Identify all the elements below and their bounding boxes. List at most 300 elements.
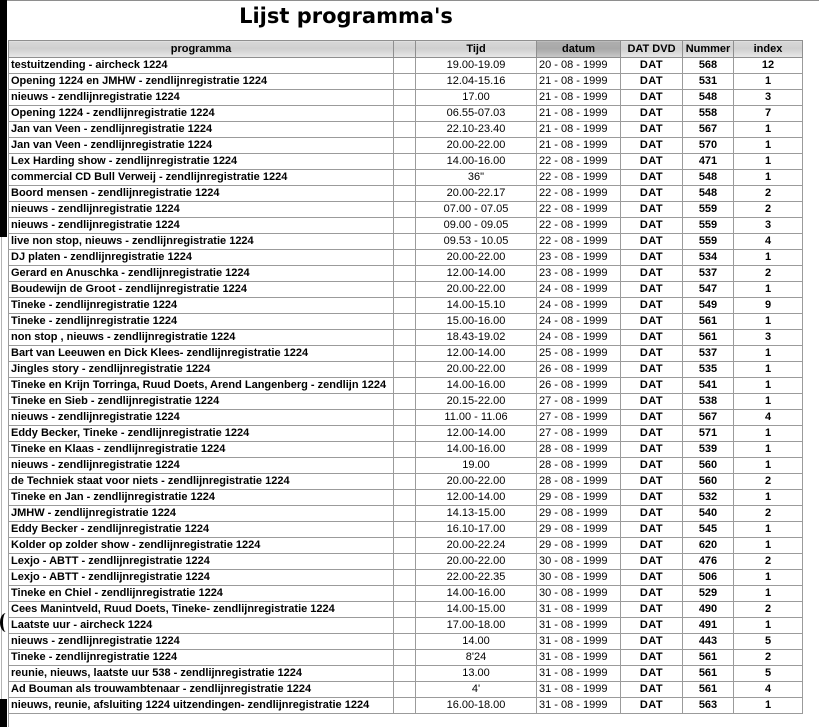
- cell-datum[interactable]: 31 - 08 - 1999: [537, 666, 621, 682]
- cell-tijd[interactable]: 14.00-15.10: [416, 298, 537, 314]
- cell-datum[interactable]: 29 - 08 - 1999: [537, 538, 621, 554]
- cell-tijd[interactable]: 8'24: [416, 650, 537, 666]
- cell-spacer: [394, 186, 416, 202]
- cell-nummer[interactable]: 476: [683, 554, 734, 570]
- cell-datdvd[interactable]: DAT: [621, 138, 683, 154]
- cell-index[interactable]: 2: [734, 202, 803, 218]
- cell-nummer[interactable]: 538: [683, 394, 734, 410]
- cell-index[interactable]: 2: [734, 186, 803, 202]
- cell-spacer: [394, 266, 416, 282]
- cell-nummer[interactable]: 545: [683, 522, 734, 538]
- cell-datum[interactable]: 29 - 08 - 1999: [537, 490, 621, 506]
- cell-nummer[interactable]: 567: [683, 410, 734, 426]
- cell-index[interactable]: 1: [734, 346, 803, 362]
- cell-index[interactable]: 12: [734, 58, 803, 74]
- table-row: [9, 538, 803, 554]
- cell-nummer[interactable]: 539: [683, 442, 734, 458]
- cell-tijd[interactable]: 12.00-14.00: [416, 346, 537, 362]
- cell-tijd[interactable]: 19.00-19.09: [416, 58, 537, 74]
- cell-tijd[interactable]: 14.00-16.00: [416, 378, 537, 394]
- cell-datdvd[interactable]: DAT: [621, 650, 683, 666]
- cell-datum[interactable]: 31 - 08 - 1999: [537, 602, 621, 618]
- cell-datum[interactable]: 21 - 08 - 1999: [537, 122, 621, 138]
- cell-spacer: [394, 410, 416, 426]
- cell-datdvd[interactable]: DAT: [621, 490, 683, 506]
- cell-spacer: [394, 666, 416, 682]
- cell-index[interactable]: 1: [734, 442, 803, 458]
- cell-programma[interactable]: nieuws - zendlijnregistratie 1224: [9, 218, 394, 234]
- cell-spacer: [394, 522, 416, 538]
- cell-datum[interactable]: 28 - 08 - 1999: [537, 442, 621, 458]
- table-row: [9, 106, 803, 122]
- table-row: [9, 682, 803, 698]
- cell-nummer[interactable]: 559: [683, 234, 734, 250]
- cell-datdvd[interactable]: DAT: [621, 186, 683, 202]
- cell-datum[interactable]: 20 - 08 - 1999: [537, 58, 621, 74]
- cell-datum[interactable]: 21 - 08 - 1999: [537, 74, 621, 90]
- cell-tijd[interactable]: 20.00-22.00: [416, 250, 537, 266]
- cell-index[interactable]: 2: [734, 650, 803, 666]
- cell-index[interactable]: 3: [734, 330, 803, 346]
- cell-programma[interactable]: Jan van Veen - zendlijnregistratie 1224: [9, 138, 394, 154]
- cell-index[interactable]: 9: [734, 298, 803, 314]
- cell-datum[interactable]: 22 - 08 - 1999: [537, 170, 621, 186]
- table-row: [9, 202, 803, 218]
- cell-programma[interactable]: Eddy Becker, Tineke - zendlijnregistratie 1224: [9, 426, 394, 442]
- table-body: [9, 58, 803, 714]
- cell-tijd[interactable]: 4': [416, 682, 537, 698]
- cell-spacer: [394, 74, 416, 90]
- cell-index[interactable]: 1: [734, 138, 803, 154]
- cell-nummer[interactable]: 529: [683, 586, 734, 602]
- cell-tijd[interactable]: 12.00-14.00: [416, 490, 537, 506]
- cell-nummer[interactable]: 568: [683, 58, 734, 74]
- cell-tijd[interactable]: 09.00 - 09.05: [416, 218, 537, 234]
- cell-tijd[interactable]: 14.00-16.00: [416, 442, 537, 458]
- cell-programma[interactable]: Lexjo - ABTT - zendlijnregistratie 1224: [9, 554, 394, 570]
- cell-index[interactable]: 1: [734, 522, 803, 538]
- cell-datdvd[interactable]: DAT: [621, 106, 683, 122]
- cell-datdvd[interactable]: DAT: [621, 426, 683, 442]
- cell-datum[interactable]: 24 - 08 - 1999: [537, 298, 621, 314]
- column-header-programma[interactable]: programma: [9, 41, 394, 58]
- cell-datum[interactable]: 22 - 08 - 1999: [537, 218, 621, 234]
- cell-datum[interactable]: 27 - 08 - 1999: [537, 394, 621, 410]
- cell-nummer[interactable]: 561: [683, 314, 734, 330]
- cell-index[interactable]: 1: [734, 586, 803, 602]
- page-top-border: [0, 0, 819, 1]
- cell-programma[interactable]: Laatste uur - aircheck 1224: [9, 618, 394, 634]
- cell-index[interactable]: 1: [734, 490, 803, 506]
- cell-index[interactable]: 1: [734, 250, 803, 266]
- cell-programma[interactable]: nieuws, reunie, afsluiting 1224 uitzendingen- zendlijnregistratie 1224: [9, 698, 394, 714]
- cell-datdvd[interactable]: DAT: [621, 218, 683, 234]
- cell-datdvd[interactable]: DAT: [621, 618, 683, 634]
- cell-nummer[interactable]: 560: [683, 474, 734, 490]
- cell-spacer: [394, 698, 416, 714]
- cell-programma[interactable]: Opening 1224 - zendlijnregistratie 1224: [9, 106, 394, 122]
- cell-index[interactable]: 1: [734, 426, 803, 442]
- cell-spacer: [394, 298, 416, 314]
- cell-nummer[interactable]: 548: [683, 186, 734, 202]
- cell-tijd[interactable]: 14.00-16.00: [416, 586, 537, 602]
- table-row: [9, 298, 803, 314]
- cell-nummer[interactable]: 443: [683, 634, 734, 650]
- cell-nummer[interactable]: 561: [683, 650, 734, 666]
- cell-datdvd[interactable]: DAT: [621, 586, 683, 602]
- table-row: [9, 410, 803, 426]
- cell-index[interactable]: 5: [734, 634, 803, 650]
- cell-index[interactable]: 3: [734, 90, 803, 106]
- column-header-index[interactable]: index: [734, 41, 803, 58]
- cell-datdvd[interactable]: DAT: [621, 698, 683, 714]
- cell-datdvd[interactable]: DAT: [621, 474, 683, 490]
- cell-tijd[interactable]: 20.00-22.00: [416, 138, 537, 154]
- cell-nummer[interactable]: 537: [683, 266, 734, 282]
- cell-datum[interactable]: 24 - 08 - 1999: [537, 314, 621, 330]
- cell-nummer[interactable]: 548: [683, 90, 734, 106]
- cell-nummer[interactable]: 540: [683, 506, 734, 522]
- cell-nummer[interactable]: 559: [683, 202, 734, 218]
- cell-programma[interactable]: Lex Harding show - zendlijnregistratie 1224: [9, 154, 394, 170]
- cell-tijd[interactable]: 20.15-22.00: [416, 394, 537, 410]
- cell-nummer[interactable]: 620: [683, 538, 734, 554]
- cell-datdvd[interactable]: DAT: [621, 122, 683, 138]
- cell-spacer: [394, 506, 416, 522]
- cell-spacer: [394, 538, 416, 554]
- cell-programma[interactable]: Tineke en Klaas - zendlijnregistratie 1224: [9, 442, 394, 458]
- cell-index[interactable]: 7: [734, 106, 803, 122]
- cell-tijd[interactable]: 12.00-14.00: [416, 426, 537, 442]
- column-header-spacer[interactable]: [394, 41, 416, 58]
- cell-tijd[interactable]: 06.55-07.03: [416, 106, 537, 122]
- cell-nummer[interactable]: 535: [683, 362, 734, 378]
- cell-spacer: [394, 58, 416, 74]
- table-row: [9, 250, 803, 266]
- header-row: [9, 41, 803, 58]
- page-title: Lijst programma's: [239, 4, 453, 28]
- cell-tijd[interactable]: 22.00-22.35: [416, 570, 537, 586]
- cell-datdvd[interactable]: DAT: [621, 202, 683, 218]
- cell-tijd[interactable]: 09.53 - 10.05: [416, 234, 537, 250]
- cell-index[interactable]: 1: [734, 698, 803, 714]
- cell-programma[interactable]: Jingles story - zendlijnregistratie 1224: [9, 362, 394, 378]
- cell-datdvd[interactable]: DAT: [621, 362, 683, 378]
- cell-programma[interactable]: live non stop, nieuws - zendlijnregistratie 1224: [9, 234, 394, 250]
- cell-tijd[interactable]: 17.00-18.00: [416, 618, 537, 634]
- table-row: [9, 650, 803, 666]
- cell-programma[interactable]: Tineke - zendlijnregistratie 1224: [9, 650, 394, 666]
- cell-nummer[interactable]: 537: [683, 346, 734, 362]
- cell-datum[interactable]: 31 - 08 - 1999: [537, 682, 621, 698]
- table-row: [9, 186, 803, 202]
- cell-programma[interactable]: Boord mensen - zendlijnregistratie 1224: [9, 186, 394, 202]
- cell-index[interactable]: 4: [734, 410, 803, 426]
- cell-tijd[interactable]: 20.00-22.00: [416, 282, 537, 298]
- cell-datdvd[interactable]: DAT: [621, 570, 683, 586]
- cell-index[interactable]: 2: [734, 506, 803, 522]
- cell-programma[interactable]: non stop , nieuws - zendlijnregistratie 1224: [9, 330, 394, 346]
- cell-programma[interactable]: Tineke - zendlijnregistratie 1224: [9, 314, 394, 330]
- cell-tijd[interactable]: 16.10-17.00: [416, 522, 537, 538]
- cell-nummer[interactable]: 561: [683, 682, 734, 698]
- cell-datdvd[interactable]: DAT: [621, 458, 683, 474]
- cell-datdvd[interactable]: DAT: [621, 58, 683, 74]
- table-row: [9, 218, 803, 234]
- cell-programma[interactable]: Gerard en Anuschka - zendlijnregistratie 1224: [9, 266, 394, 282]
- cell-tijd[interactable]: 13.00: [416, 666, 537, 682]
- cell-tijd[interactable]: 14.00: [416, 634, 537, 650]
- cell-index[interactable]: 1: [734, 394, 803, 410]
- cell-tijd[interactable]: 36": [416, 170, 537, 186]
- cell-nummer[interactable]: 561: [683, 666, 734, 682]
- column-header-tijd[interactable]: Tijd: [416, 41, 537, 58]
- cell-datum[interactable]: 28 - 08 - 1999: [537, 474, 621, 490]
- cell-tijd[interactable]: 14.00-16.00: [416, 154, 537, 170]
- cell-index[interactable]: 5: [734, 666, 803, 682]
- cell-programma[interactable]: nieuws - zendlijnregistratie 1224: [9, 458, 394, 474]
- cell-programma[interactable]: Eddy Becker - zendlijnregistratie 1224: [9, 522, 394, 538]
- cell-tijd[interactable]: 18.43-19.02: [416, 330, 537, 346]
- cell-index[interactable]: 3: [734, 218, 803, 234]
- cell-spacer: [394, 618, 416, 634]
- table-row: [9, 618, 803, 634]
- cell-tijd[interactable]: 20.00-22.00: [416, 554, 537, 570]
- cell-tijd[interactable]: 20.00-22.00: [416, 362, 537, 378]
- cell-programma[interactable]: testuitzending - aircheck 1224: [9, 58, 394, 74]
- table-row: [9, 90, 803, 106]
- cell-datdvd[interactable]: DAT: [621, 154, 683, 170]
- cell-nummer[interactable]: 471: [683, 154, 734, 170]
- cell-programma[interactable]: Tineke en Krijn Torringa, Ruud Doets, Arend Langenberg - zendlijn 1224: [9, 378, 394, 394]
- cell-datum[interactable]: 24 - 08 - 1999: [537, 282, 621, 298]
- table-row: [9, 362, 803, 378]
- cell-datum[interactable]: 21 - 08 - 1999: [537, 106, 621, 122]
- cell-datum[interactable]: 31 - 08 - 1999: [537, 650, 621, 666]
- cell-index[interactable]: 1: [734, 282, 803, 298]
- table-row: [9, 554, 803, 570]
- cell-nummer[interactable]: 549: [683, 298, 734, 314]
- cell-datum[interactable]: 22 - 08 - 1999: [537, 202, 621, 218]
- cell-programma[interactable]: nieuws - zendlijnregistratie 1224: [9, 202, 394, 218]
- cell-datum[interactable]: 24 - 08 - 1999: [537, 330, 621, 346]
- cell-tijd[interactable]: 14.00-15.00: [416, 602, 537, 618]
- cell-programma[interactable]: Ad Bouman als trouwambtenaar - zendlijnregistratie 1224: [9, 682, 394, 698]
- cell-spacer: [394, 474, 416, 490]
- cell-programma[interactable]: Bart van Leeuwen en Dick Klees- zendlijnregistratie 1224: [9, 346, 394, 362]
- cell-datdvd[interactable]: DAT: [621, 506, 683, 522]
- cell-datdvd[interactable]: DAT: [621, 90, 683, 106]
- cell-tijd[interactable]: 20.00-22.17: [416, 186, 537, 202]
- cell-nummer[interactable]: 506: [683, 570, 734, 586]
- cell-programma[interactable]: JMHW - zendlijnregistratie 1224: [9, 506, 394, 522]
- cell-datum[interactable]: 23 - 08 - 1999: [537, 266, 621, 282]
- cell-nummer[interactable]: 560: [683, 458, 734, 474]
- table-row: [9, 522, 803, 538]
- programs-table: [8, 40, 803, 714]
- cell-tijd[interactable]: 17.00: [416, 90, 537, 106]
- cell-index[interactable]: 1: [734, 570, 803, 586]
- cell-datdvd[interactable]: DAT: [621, 522, 683, 538]
- cell-datdvd[interactable]: DAT: [621, 282, 683, 298]
- cell-nummer[interactable]: 491: [683, 618, 734, 634]
- cell-datdvd[interactable]: DAT: [621, 314, 683, 330]
- table-row: [9, 666, 803, 682]
- cell-programma[interactable]: Jan van Veen - zendlijnregistratie 1224: [9, 122, 394, 138]
- cell-datum[interactable]: 26 - 08 - 1999: [537, 362, 621, 378]
- cell-datdvd[interactable]: DAT: [621, 378, 683, 394]
- cell-nummer[interactable]: 547: [683, 282, 734, 298]
- cell-datdvd[interactable]: DAT: [621, 554, 683, 570]
- cell-tijd[interactable]: 12.00-14.00: [416, 266, 537, 282]
- cell-datum[interactable]: 23 - 08 - 1999: [537, 250, 621, 266]
- cell-index[interactable]: 1: [734, 378, 803, 394]
- cell-datdvd[interactable]: DAT: [621, 74, 683, 90]
- cell-index[interactable]: 2: [734, 602, 803, 618]
- cell-tijd[interactable]: 12.04-15.16: [416, 74, 537, 90]
- table-row: [9, 602, 803, 618]
- cell-datum[interactable]: 25 - 08 - 1999: [537, 346, 621, 362]
- cell-programma[interactable]: nieuws - zendlijnregistratie 1224: [9, 410, 394, 426]
- cell-nummer[interactable]: 570: [683, 138, 734, 154]
- cell-datum[interactable]: 27 - 08 - 1999: [537, 410, 621, 426]
- cell-nummer[interactable]: 571: [683, 426, 734, 442]
- cell-datdvd[interactable]: DAT: [621, 330, 683, 346]
- cell-spacer: [394, 586, 416, 602]
- table-row: [9, 442, 803, 458]
- cell-nummer[interactable]: 548: [683, 170, 734, 186]
- cell-index[interactable]: 1: [734, 458, 803, 474]
- cell-index[interactable]: 2: [734, 554, 803, 570]
- cell-programma[interactable]: DJ platen - zendlijnregistratie 1224: [9, 250, 394, 266]
- cell-index[interactable]: 2: [734, 474, 803, 490]
- cell-tijd[interactable]: 20.00-22.00: [416, 474, 537, 490]
- cell-programma[interactable]: nieuws - zendlijnregistratie 1224: [9, 634, 394, 650]
- cell-index[interactable]: 4: [734, 234, 803, 250]
- cell-datdvd[interactable]: DAT: [621, 234, 683, 250]
- cell-programma[interactable]: Tineke en Chiel - zendlijnregistratie 1224: [9, 586, 394, 602]
- cell-nummer[interactable]: 541: [683, 378, 734, 394]
- cell-datum[interactable]: 26 - 08 - 1999: [537, 378, 621, 394]
- cell-tijd[interactable]: 20.00-22.24: [416, 538, 537, 554]
- cell-datdvd[interactable]: DAT: [621, 442, 683, 458]
- cell-datdvd[interactable]: DAT: [621, 410, 683, 426]
- table-row: [9, 122, 803, 138]
- cell-tijd[interactable]: 11.00 - 11.06: [416, 410, 537, 426]
- cell-nummer[interactable]: 490: [683, 602, 734, 618]
- cell-datdvd[interactable]: DAT: [621, 170, 683, 186]
- cell-nummer[interactable]: 567: [683, 122, 734, 138]
- cell-index[interactable]: 1: [734, 74, 803, 90]
- cell-tijd[interactable]: 15.00-16.00: [416, 314, 537, 330]
- cell-nummer[interactable]: 561: [683, 330, 734, 346]
- cell-datum[interactable]: 30 - 08 - 1999: [537, 570, 621, 586]
- cell-spacer: [394, 218, 416, 234]
- cell-datum[interactable]: 31 - 08 - 1999: [537, 618, 621, 634]
- cell-programma[interactable]: Cees Manintveld, Ruud Doets, Tineke- zendlijnregistratie 1224: [9, 602, 394, 618]
- cell-programma[interactable]: Tineke en Sieb - zendlijnregistratie 1224: [9, 394, 394, 410]
- cell-index[interactable]: 4: [734, 682, 803, 698]
- cell-datdvd[interactable]: DAT: [621, 298, 683, 314]
- cell-spacer: [394, 90, 416, 106]
- cell-programma[interactable]: reunie, nieuws, laatste uur 538 - zendlijnregistratie 1224: [9, 666, 394, 682]
- cell-datdvd[interactable]: DAT: [621, 634, 683, 650]
- cell-datum[interactable]: 31 - 08 - 1999: [537, 634, 621, 650]
- cell-datum[interactable]: 29 - 08 - 1999: [537, 522, 621, 538]
- cell-nummer[interactable]: 531: [683, 74, 734, 90]
- cell-spacer: [394, 426, 416, 442]
- cell-programma[interactable]: Tineke - zendlijnregistratie 1224: [9, 298, 394, 314]
- left-edge-black-bar-top: [0, 0, 7, 237]
- cell-spacer: [394, 154, 416, 170]
- table-row: [9, 346, 803, 362]
- cell-nummer[interactable]: 532: [683, 490, 734, 506]
- cell-nummer[interactable]: 558: [683, 106, 734, 122]
- cell-programma[interactable]: Lexjo - ABTT - zendlijnregistratie 1224: [9, 570, 394, 586]
- cell-index[interactable]: 1: [734, 618, 803, 634]
- cell-nummer[interactable]: 559: [683, 218, 734, 234]
- cell-datdvd[interactable]: DAT: [621, 250, 683, 266]
- cell-index[interactable]: 1: [734, 170, 803, 186]
- cell-programma[interactable]: Opening 1224 en JMHW - zendlijnregistratie 1224: [9, 74, 394, 90]
- cell-tijd[interactable]: 07.00 - 07.05: [416, 202, 537, 218]
- cell-datdvd[interactable]: DAT: [621, 346, 683, 362]
- cell-datum[interactable]: 31 - 08 - 1999: [537, 698, 621, 714]
- cell-datum[interactable]: 27 - 08 - 1999: [537, 426, 621, 442]
- cell-index[interactable]: 1: [734, 154, 803, 170]
- cell-programma[interactable]: de Techniek staat voor niets - zendlijnregistratie 1224: [9, 474, 394, 490]
- cell-index[interactable]: 1: [734, 538, 803, 554]
- cell-datdvd[interactable]: DAT: [621, 266, 683, 282]
- cell-datum[interactable]: 21 - 08 - 1999: [537, 90, 621, 106]
- cell-spacer: [394, 122, 416, 138]
- cell-datum[interactable]: 29 - 08 - 1999: [537, 506, 621, 522]
- cell-datum[interactable]: 21 - 08 - 1999: [537, 138, 621, 154]
- column-header-datum[interactable]: datum: [537, 41, 621, 58]
- cell-datum[interactable]: 22 - 08 - 1999: [537, 154, 621, 170]
- cell-tijd[interactable]: 14.13-15.00: [416, 506, 537, 522]
- cell-datum[interactable]: 28 - 08 - 1999: [537, 458, 621, 474]
- cell-programma[interactable]: commercial CD Bull Verweij - zendlijnregistratie 1224: [9, 170, 394, 186]
- column-header-nummer[interactable]: Nummer: [683, 41, 734, 58]
- cell-programma[interactable]: Tineke en Jan - zendlijnregistratie 1224: [9, 490, 394, 506]
- cell-datum[interactable]: 30 - 08 - 1999: [537, 586, 621, 602]
- table-row: [9, 426, 803, 442]
- cell-programma[interactable]: nieuws - zendlijnregistratie 1224: [9, 90, 394, 106]
- cell-spacer: [394, 650, 416, 666]
- column-header-dat-dvd[interactable]: DAT DVD: [621, 41, 683, 58]
- cell-datum[interactable]: 22 - 08 - 1999: [537, 186, 621, 202]
- cell-tijd[interactable]: 19.00: [416, 458, 537, 474]
- cell-nummer[interactable]: 534: [683, 250, 734, 266]
- cell-index[interactable]: 1: [734, 122, 803, 138]
- cell-nummer[interactable]: 563: [683, 698, 734, 714]
- cell-datdvd[interactable]: DAT: [621, 666, 683, 682]
- cell-datdvd[interactable]: DAT: [621, 538, 683, 554]
- cell-datdvd[interactable]: DAT: [621, 682, 683, 698]
- cell-datum[interactable]: 22 - 08 - 1999: [537, 234, 621, 250]
- cell-index[interactable]: 1: [734, 362, 803, 378]
- cell-programma[interactable]: Boudewijn de Groot - zendlijnregistratie 1224: [9, 282, 394, 298]
- cell-datdvd[interactable]: DAT: [621, 602, 683, 618]
- cell-datdvd[interactable]: DAT: [621, 394, 683, 410]
- cell-index[interactable]: 2: [734, 266, 803, 282]
- cell-datum[interactable]: 30 - 08 - 1999: [537, 554, 621, 570]
- cell-tijd[interactable]: 16.00-18.00: [416, 698, 537, 714]
- cell-tijd[interactable]: 22.10-23.40: [416, 122, 537, 138]
- cell-programma[interactable]: Kolder op zolder show - zendlijnregistratie 1224: [9, 538, 394, 554]
- cell-index[interactable]: 1: [734, 314, 803, 330]
